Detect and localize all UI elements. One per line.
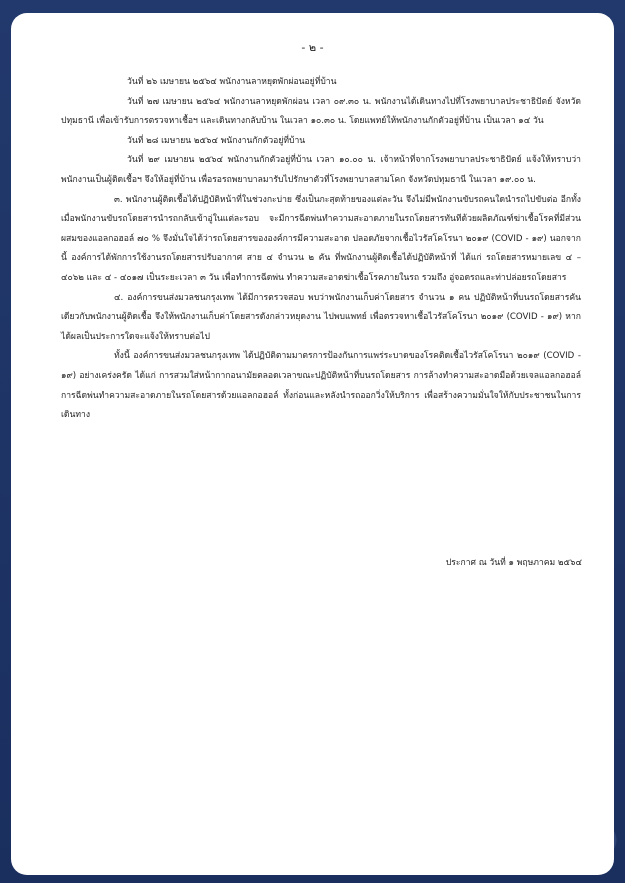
announcement-date: ประกาศ ณ วันที่ ๑ พฤษภาคม ๒๕๖๔ — [445, 558, 582, 568]
paragraph-item-3: ๓. พนักงานผู้ติดเชื้อได้ปฏิบัติหน้าที่ในช่วงกะบ่าย ซึ่งเป็นกะสุดท้ายของแต่ละวัน จึงไม่มีพนักงานขับรถคนใดนำรถไปขับต่อ อีกทั้ง เมื่อพนักงานขับรถโดยสารนำรถกลับเข้าอู่ในแต่ละรอบ จะมีการฉีดพ่นทำความสะอาดภายในรถโดยสารทันทีด้วยผลิตภัณฑ์ฆ่าเชื้อโรคที่มีส่วนผสมของแอลกอฮอล์ ๗๐ % จึงมั่นใจได้ว่ารถโดยสารขององค์การมีความสะอาด ปลอดภัยจากเชื้อไวรัสโคโรนา ๒๐๑๙ (COVID - ๑๙) นอกจากนี้ องค์การได้พักการใช้งานรถโดยสารปรับอากาศ สาย ๔ จำนวน ๒ คัน ที่พนักงานผู้ติดเชื้อได้ปฏิบัติหน้าที่ ได้แก่ รถโดยสารหมายเลข ๔ – ๔๐๖๒ และ ๔ - ๔๐๑๗ เป็นระยะเวลา ๓ วัน เพื่อทำการฉีดพ่น ทำความสะอาดฆ่าเชื้อโรคภายในรถ รวมถึง อู่จอดรถและท่าปล่อยรถโดยสาร — [61, 194, 581, 283]
paragraph-apr26: วันที่ ๒๖ เมษายน ๒๕๖๔ พนักงานลาหยุดพักผ่อนอยู่ที่บ้าน — [127, 77, 337, 87]
document-body — [61, 73, 581, 426]
page-number: - ๒ - — [301, 41, 324, 54]
paragraph-apr28: วันที่ ๒๘ เมษายน ๒๕๖๔ พนักงานกักตัวอยู่ที่บ้าน — [127, 135, 306, 146]
paragraph-measures: ทั้งนี้ องค์การขนส่งมวลชนกรุงเทพ ได้ปฏิบัติตามมาตรการป้องกันการแพร่ระบาดของโรคติดเชื้อไวรัสโคโรนา ๒๐๑๙ (COVID - ๑๙) อย่างเคร่งครัด ได้แก่ การสวมใส่หน้ากากอนามัยตลอดเวลาขณะปฏิบัติหน้าที่บนรถโดยสาร การล้างทำความสะอาดมือด้วยเจลแอลกอฮอล์ การฉีดพ่นทำความสะอาดภายในรถโดยสารด้วยแอลกอฮอล์ ทั้งก่อนและหลังนำรถออกวิ่งให้บริการ เพื่อสร้างความมั่นใจให้กับประชาชนในการเดินทาง — [61, 351, 581, 421]
document-page — [11, 13, 614, 875]
paragraph-apr29: วันที่ ๒๙ เมษายน ๒๕๖๔ พนักงานกักตัวอยู่ที่บ้าน เวลา ๑๐.๐๐ น. เจ้าหน้าที่จากโรงพยาบาลประชาธิปัตย์ แจ้งให้ทราบว่าพนักงานเป็นผู้ติดเชื้อฯ จึงให้อยู่ที่บ้าน เพื่อรอรถพยาบาลมารับไปรักษาตัวที่โรงพยาบาลสามโคก จังหวัดปทุมธานี ในเวลา ๑๙.๐๐ น. — [61, 155, 581, 185]
paragraph-item-4: ๔. องค์การขนส่งมวลชนกรุงเทพ ได้มีการตรวจสอบ พบว่าพนักงานเก็บค่าโดยสาร จำนวน ๑ คน ปฏิบัติหน้าที่บนรถโดยสารคันเดียวกับพนักงานผู้ติดเชื้อ จึงให้พนักงานเก็บค่าโดยสารดังกล่าวหยุดงาน ไปพบแพทย์ เพื่อตรวจหาเชื้อไวรัสโคโรนา ๒๐๑๙ (COVID - ๑๙) หากได้ผลเป็นประการใดจะแจ้งให้ทราบต่อไป — [61, 292, 581, 342]
paragraph-apr27: วันที่ ๒๗ เมษายน ๒๕๖๔ พนักงานลาหยุดพักผ่อน เวลา ๐๙.๓๐ น. พนักงานได้เดินทางไปที่โรงพยาบาลประชาธิปัตย์ จังหวัดปทุมธานี เพื่อเข้ารับการตรวจหาเชื้อฯ และเดินทางกลับบ้าน ในเวลา ๑๐.๓๐ น. โดยแพทย์ให้พนักงานกักตัวอยู่ที่บ้าน เป็นเวลา ๑๔ วัน — [61, 96, 581, 127]
